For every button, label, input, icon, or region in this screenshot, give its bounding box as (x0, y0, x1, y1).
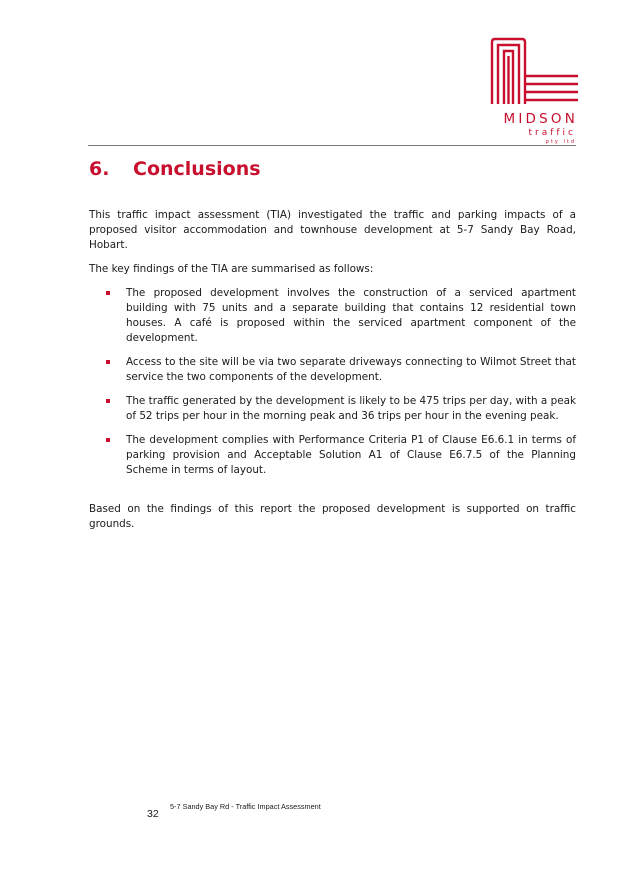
logo-pty: pty ltd (545, 139, 576, 145)
document-body (89, 208, 576, 541)
findings-lead: The key findings of the TIA are summarised as follows: (89, 263, 374, 275)
findings-list (89, 286, 576, 478)
bullet-icon (106, 438, 110, 442)
bullet-icon (106, 399, 110, 403)
section-number: 6. (89, 158, 110, 180)
logo-name: MIDSON (503, 111, 578, 127)
header-divider (88, 145, 576, 146)
list-item (89, 433, 576, 478)
bullet-icon (106, 291, 110, 295)
section-title: Conclusions (133, 158, 261, 180)
list-item-text: The proposed development involves the construction of a serviced apartment building with 75 units and a separate building that contains 12 residential town houses. A café is proposed within the serviced apartment component of the development. (126, 287, 576, 344)
list-item (89, 286, 576, 346)
company-logo (480, 36, 580, 146)
midson-logo-icon (488, 36, 580, 108)
list-item-text: Access to the site will be via two separate driveways connecting to Wilmot Street that service the two components of the development. (126, 356, 576, 383)
list-item-text: The traffic generated by the development is likely to be 475 trips per day, with a peak of 52 trips per hour in the morning peak and 36 trips per hour in the evening peak. (126, 395, 576, 422)
intro-paragraph: This traffic impact assessment (TIA) investigated the traffic and parking impacts of a proposed visitor accommodation and townhouse development at 5-7 Sandy Bay Road, Hobart. (89, 209, 576, 251)
section-heading (89, 158, 261, 180)
conclusion-paragraph: Based on the findings of this report the proposed development is supported on traffic grounds. (89, 503, 576, 530)
footer-title: 5-7 Sandy Bay Rd - Traffic Impact Assessment (170, 802, 321, 811)
list-item (89, 394, 576, 424)
list-item (89, 355, 576, 385)
logo-subtitle: traffic (528, 128, 576, 138)
page-number: 32 (147, 808, 159, 820)
list-item-text: The development complies with Performance Criteria P1 of Clause E6.6.1 in terms of parking provision and Acceptable Solution A1 of Clause E6.7.5 of the Planning Scheme in terms of layout. (126, 434, 576, 476)
bullet-icon (106, 360, 110, 364)
